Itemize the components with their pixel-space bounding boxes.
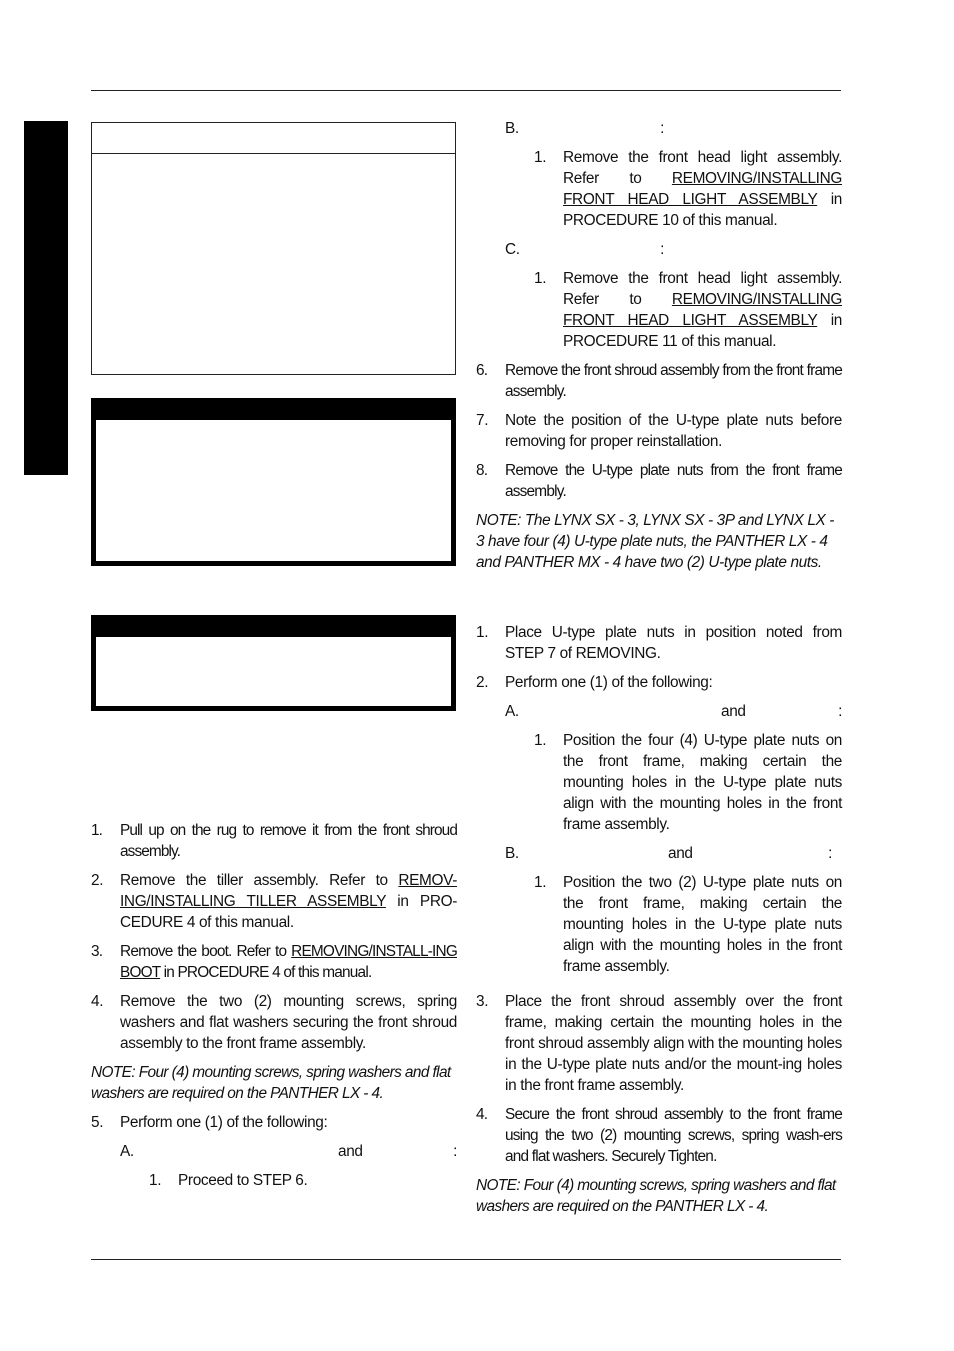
step-2: 2. Remove the tiller assembly. Refer to REMOV-ING/INSTALLING TILLER ASSEMBLY in PRO-CEDURE 4 of this manual. xyxy=(91,872,457,931)
step-3: 3. Remove the boot. Refer to REMOVING/INSTALL-ING BOOT in PROCEDURE 4 of this manual. xyxy=(91,943,457,981)
step-5: 5. Perform one (1) of the following: xyxy=(91,1114,328,1131)
install-step-2a-1: 1. Position the four (4) U-type plate nuts on the front frame, making certain the mounting holes in the U-type plate nuts align with the mounting holes in the front frame assembly. xyxy=(534,732,842,833)
step-4: 4. Remove the two (2) mounting screws, spring washers and flat washers securing the front shroud assembly to the front frame assembly. xyxy=(91,993,457,1052)
note-right-2: NOTE: Four (4) mounting screws, spring washers and flat washers are required on the PANTHER LX - 4. xyxy=(476,1177,836,1215)
step-5a: A. and : xyxy=(120,1143,457,1160)
install-step-1: 1. Place U-type plate nuts in position noted from STEP 7 of REMOVING. xyxy=(476,624,842,662)
boot-link[interactable]: REMOVING/INSTALL-ING BOOT xyxy=(120,943,457,981)
headlight-link-11[interactable]: REMOVING/INSTALLING FRONT HEAD LIGHT ASSEMBLY xyxy=(563,291,842,329)
step-7: 7. Note the position of the U-type plate nuts before removing for proper reinstallation. xyxy=(476,412,842,450)
tiller-link[interactable]: REMOV-ING/INSTALLING TILLER ASSEMBLY xyxy=(120,872,457,910)
caution-box xyxy=(91,615,456,711)
step-1: 1. Pull up on the rug to remove it from the front shroud assembly. xyxy=(91,822,457,860)
bottom-rule xyxy=(91,1259,841,1260)
step-5b-1: 1. Remove the front head light assembly. Refer to REMOVING/INSTALLING FRONT HEAD LIGHT ASSEMBLY in PROCEDURE 10 of this manual. xyxy=(534,149,842,229)
headlight-link-10[interactable]: REMOVING/INSTALLING FRONT HEAD LIGHT ASSEMBLY xyxy=(563,170,842,208)
notice-box xyxy=(91,122,456,375)
warning-box xyxy=(91,398,456,566)
install-step-2b: B. and : xyxy=(505,845,832,862)
install-step-2: 2. Perform one (1) of the following: xyxy=(476,674,713,691)
step-8: 8. Remove the U-type plate nuts from the front frame assembly. xyxy=(476,462,842,500)
install-step-3: 3. Place the front shroud assembly over the front frame, making certain the mounting holes in the front shroud assembly align with the mounting holes in the U-type plate nuts and/or the mount-ing holes in the front frame assembly. xyxy=(476,993,842,1094)
install-step-2a: A. and : xyxy=(505,703,842,720)
left-column xyxy=(91,820,457,1199)
top-rule xyxy=(91,90,841,91)
notice-box-header xyxy=(92,123,455,154)
step-5c-1: 1. Remove the front head light assembly. Refer to REMOVING/INSTALLING FRONT HEAD LIGHT ASSEMBLY in PROCEDURE 11 of this manual. xyxy=(534,270,842,350)
step-5c: C. : xyxy=(505,241,664,258)
install-step-2b-1: 1. Position the two (2) U-type plate nuts on the front frame, making certain the mounting holes in the U-type plate nuts align with the mounting holes in the front frame assembly. xyxy=(534,874,842,975)
right-column xyxy=(476,118,842,1225)
note-left: NOTE: Four (4) mounting screws, spring washers and flat washers are required on the PANTHER LX - 4. xyxy=(91,1064,451,1102)
note-right-1: NOTE: The LYNX SX - 3, LYNX SX - 3P and LYNX LX - 3 have four (4) U-type plate nuts, the PANTHER LX - 4 and PANTHER MX - 4 have two (2) U-type plate nuts. xyxy=(476,512,834,571)
install-step-4: 4. Secure the front shroud assembly to the front frame using the two (2) mounting screws, spring wash-ers and flat washers. Securely Tighten. xyxy=(476,1106,842,1165)
section-tab xyxy=(24,121,68,475)
step-5a-1: 1. Proceed to STEP 6. xyxy=(149,1172,308,1189)
step-6: 6. Remove the front shroud assembly from the front frame assembly. xyxy=(476,362,842,400)
step-5b: B. : xyxy=(505,120,664,137)
